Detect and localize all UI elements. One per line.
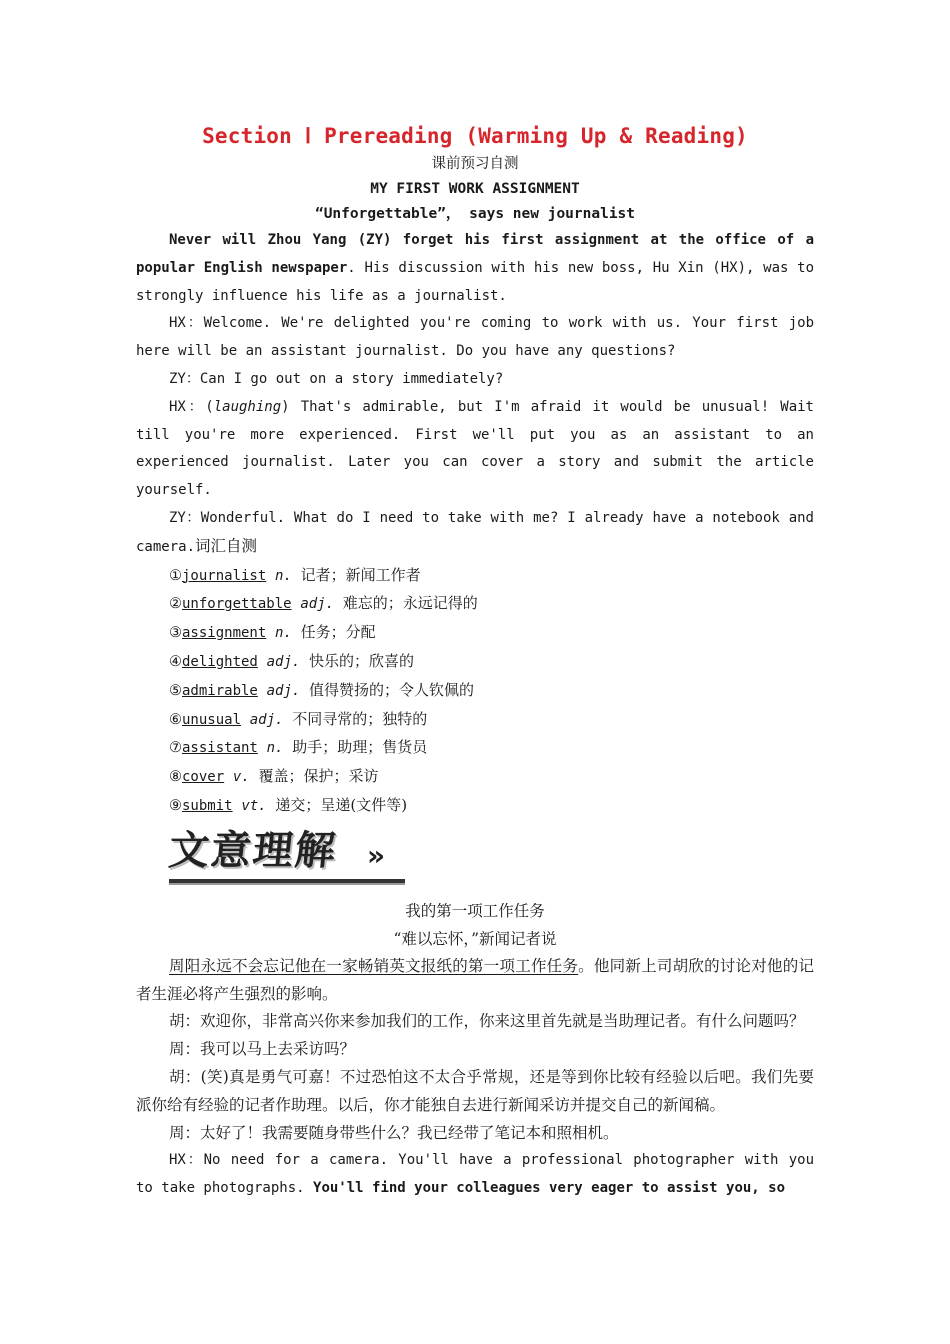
vocab-pos: adj.	[249, 711, 284, 728]
section-title: Section Ⅰ Prereading (Warming Up & Reading)	[202, 124, 748, 148]
vocab-word: submit	[182, 797, 233, 814]
english2-p1-normal: HX：No need for a camera. You'll have a professional photographer with you to take photographs.	[136, 1152, 814, 1197]
chinese-p1-rest: 。他同新上司胡欣的讨论对他的记者生涯必将产生强烈的影响。	[136, 956, 814, 1003]
vocab-pos: adj.	[300, 596, 335, 613]
vocab-item	[136, 619, 814, 648]
double-chevron-icon: »	[367, 838, 386, 872]
banner-underline	[169, 879, 405, 885]
vocab-word: journalist	[182, 567, 267, 584]
vocab-num: ⑦	[169, 740, 182, 757]
english2-p1-bold: You'll find your colleagues very eager to assist you, so	[313, 1180, 786, 1197]
vocab-num: ⑧	[169, 769, 182, 786]
vocab-num: ④	[169, 653, 182, 670]
vocab-item	[136, 734, 814, 763]
chinese-subtitle: “难以忘怀，”新闻记者说	[393, 929, 557, 948]
vocab-pos: n.	[275, 625, 292, 642]
english-p4-italic: laughing	[213, 398, 282, 415]
vocab-num: ⑥	[169, 711, 182, 728]
vocab-pos: adj.	[266, 682, 301, 699]
chinese-paragraph-5: 周：太好了！我需要随身带些什么？我已经带了笔记本和照相机。	[169, 1123, 619, 1142]
vocab-pos: v.	[232, 769, 250, 786]
vocab-word: cover	[182, 769, 225, 786]
vocab-item	[136, 590, 814, 619]
article-heading: MY FIRST WORK ASSIGNMENT	[370, 181, 580, 197]
english-p4-b: ) That's admirable, but I'm afraid it would be unusual! Wait till you're more experienced. First we'll put you as an assistant to an experienced journalist. Later you can cover a story and submit the article yourself.	[136, 398, 814, 499]
vocab-pos: n.	[266, 740, 284, 757]
english-paragraph-3: ZY：Can I go out on a story immediately?	[169, 370, 504, 387]
english-paragraph-4	[136, 394, 814, 505]
vocab-word: assignment	[182, 625, 267, 642]
vocab-meaning: 不同寻常的；独特的	[292, 709, 428, 728]
vocab-meaning: 助手；助理；售货员	[292, 738, 428, 757]
vocab-list	[136, 562, 814, 821]
vocab-word: delighted	[182, 653, 258, 670]
vocab-meaning: 快乐的；欣喜的	[309, 651, 415, 670]
vocab-item	[136, 706, 814, 735]
comprehension-banner	[166, 827, 814, 897]
english-paragraph-1	[136, 227, 814, 310]
banner-text: 文意理解	[166, 827, 340, 874]
vocab-word: unusual	[182, 711, 242, 728]
vocab-meaning: 覆盖；保护；采访	[258, 767, 379, 786]
vocab-meaning: 任务；分配	[300, 623, 376, 642]
vocab-item	[136, 648, 814, 677]
english-p4-a: HX：(	[169, 398, 214, 415]
english-p1-rest: . His discussion with his new boss, Hu Xin (HX), was to strongly influence his life as a journalist.	[136, 259, 814, 304]
english-p5-text: ZY：Wonderful. What do I need to take with me? I already have a notebook and camera.	[136, 509, 814, 555]
chinese-paragraph-4: 胡：(笑)真是勇气可嘉！不过恐怕这不太合乎常规，还是等到你比较有经验以后吧。我们先要派你给有经验的记者作助理。以后，你才能独自去进行新闻采访并提交自己的新闻稿。	[136, 1067, 814, 1114]
vocab-item	[136, 677, 814, 706]
vocab-num: ③	[169, 625, 182, 642]
vocab-num: ⑤	[169, 682, 182, 699]
english-p1-bold: Never will Zhou Yang (ZY) forget his first assignment at the office of a popular English newspaper	[136, 232, 814, 276]
vocab-meaning: 记者；新闻工作者	[300, 565, 421, 584]
chinese-paragraph-2: 胡：欢迎你，非常高兴你来参加我们的工作，你来这里首先就是当助理记者。有什么问题吗？	[169, 1012, 805, 1031]
chinese-title: 我的第一项工作任务	[405, 901, 545, 920]
vocab-item	[136, 763, 814, 792]
chinese-p1-underlined: 周阳永远不会忘记他在一家畅销英文报纸的第一项工作任务	[169, 956, 579, 975]
document-content	[136, 120, 814, 1203]
vocab-num: ②	[169, 596, 182, 613]
vocab-num: ①	[169, 567, 182, 584]
english-paragraph-5	[136, 505, 814, 562]
vocab-word: unforgettable	[182, 596, 292, 613]
english-paragraph-2: HX：Welcome. We're delighted you're coming to work with us. Your first job here will be an assistant journalist. Do you have any questions?	[136, 315, 814, 360]
english-paragraph-6	[136, 1147, 814, 1203]
vocab-pos: adj.	[266, 653, 301, 670]
vocab-item	[136, 792, 814, 821]
section-subtitle: 课前预习自测	[431, 156, 519, 172]
chinese-paragraph-1	[136, 953, 814, 1009]
vocab-pos: n.	[275, 567, 292, 584]
vocab-item	[136, 562, 814, 591]
vocab-word: admirable	[182, 682, 258, 699]
vocab-meaning: 难忘的；永远记得的	[342, 594, 478, 613]
chinese-paragraph-3: 周：我可以马上去采访吗？	[169, 1040, 356, 1059]
vocab-meaning: 值得赞扬的；令人钦佩的	[309, 680, 475, 699]
vocab-meaning: 递交；呈递(文件等)	[275, 795, 408, 814]
vocab-word: assistant	[182, 740, 258, 757]
article-subheading: “Unforgettable”， says new journalist	[314, 206, 636, 222]
vocab-num: ⑨	[169, 797, 182, 814]
vocab-test-label: 词汇自测	[195, 536, 258, 555]
vocab-pos: vt.	[241, 797, 267, 814]
